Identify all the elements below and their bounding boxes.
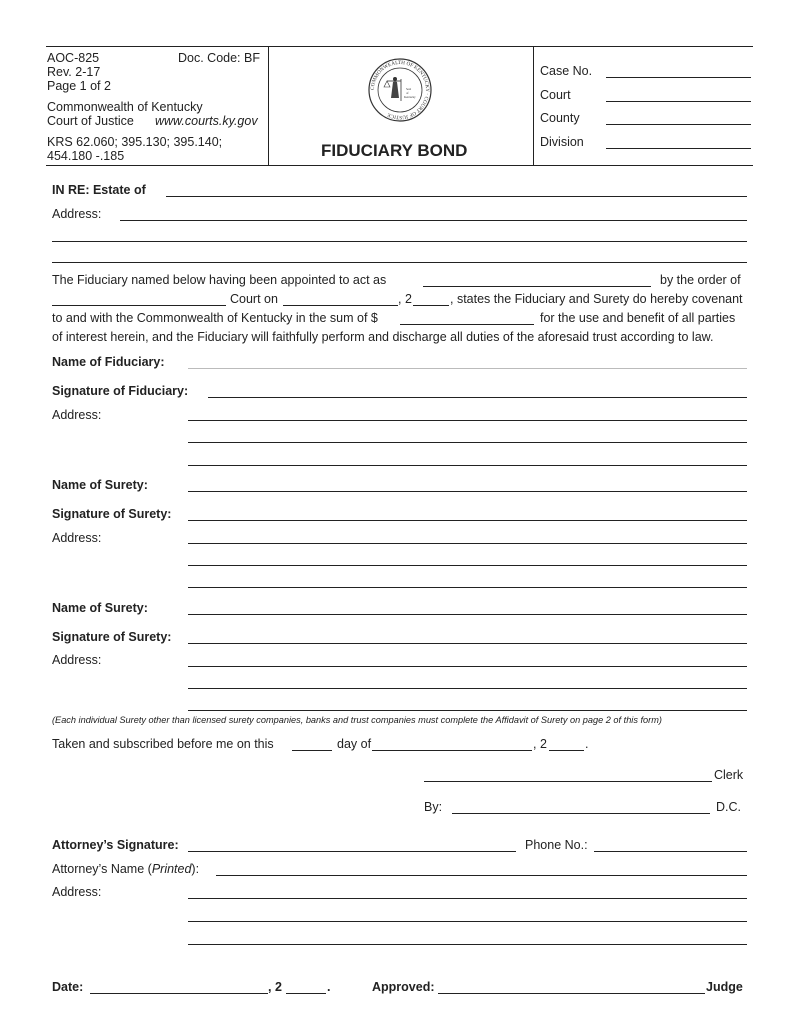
surety-1-name-field[interactable] <box>188 491 747 492</box>
subscribed-year-field[interactable] <box>549 750 584 751</box>
attorney-name-label-end: ): <box>191 862 200 876</box>
ordering-court-field[interactable] <box>52 305 226 306</box>
header-divider-left <box>268 46 269 166</box>
estate-address-field-3[interactable] <box>52 262 747 263</box>
bond-amount-field[interactable] <box>400 324 534 325</box>
fiduciary-address-field-2[interactable] <box>188 442 747 443</box>
county-field[interactable] <box>606 124 751 125</box>
clerk-signature-field[interactable] <box>424 781 712 782</box>
case-no-label: Case No. <box>540 64 593 78</box>
surety-2-address-field-1[interactable] <box>188 666 747 667</box>
date-year-prefix: , 2 <box>268 980 282 994</box>
surety-1-address-label: Address: <box>52 531 102 545</box>
header-divider-right <box>533 46 534 166</box>
appointed-role-field[interactable] <box>423 286 651 287</box>
header-top-rule <box>46 46 753 47</box>
subscribed-text-start: Taken and subscribed before me on this <box>52 737 274 751</box>
subscribed-year-prefix: , 2 <box>533 737 547 751</box>
attorney-name-field[interactable] <box>216 875 747 876</box>
svg-text:Seal: Seal <box>406 87 412 91</box>
revision: Rev. 2-17 <box>47 65 101 79</box>
website-link[interactable]: www.courts.ky.gov <box>155 114 258 128</box>
date-label: Date: <box>52 980 84 994</box>
surety-2-address-label: Address: <box>52 653 102 667</box>
body-line-2-court-on: Court on <box>230 292 278 306</box>
body-line-1-end: by the order of <box>660 273 741 287</box>
form-id: AOC-825 <box>47 51 100 65</box>
body-line-2-year-prefix: , 2 <box>398 292 412 306</box>
body-line-3-start: to and with the Commonwealth of Kentucky in the sum of $ <box>52 311 378 325</box>
estate-address-field-1[interactable] <box>120 220 747 221</box>
fiduciary-name-field[interactable] <box>188 368 747 369</box>
surety-2-signature-label: Signature of Surety: <box>52 630 172 644</box>
judge-signature-field[interactable] <box>438 993 705 994</box>
judge-label: Judge <box>706 980 743 994</box>
svg-text:COMMONWEALTH OF KENTUCKY · COU: COMMONWEALTH OF KENTUCKY · COURT OF JUSTICE <box>369 59 431 121</box>
fiduciary-address-field-3[interactable] <box>188 465 747 466</box>
commonwealth-label: Commonwealth of Kentucky <box>47 100 203 114</box>
surety-2-name-label: Name of Surety: <box>52 601 148 615</box>
attorney-name-label <box>52 862 199 876</box>
division-label: Division <box>540 135 584 149</box>
court-field[interactable] <box>606 101 751 102</box>
krs-line-2: 454.180 -.185 <box>47 149 125 163</box>
surety-affidavit-note: (Each individual Surety other than licensed surety companies, banks and trust companies must complete the Affidavit of Surety on page 2 of this form) <box>52 715 662 725</box>
fiduciary-address-field-1[interactable] <box>188 420 747 421</box>
body-line-2-end: , states the Fiduciary and Surety do hereby covenant <box>450 292 743 306</box>
surety-2-name-field[interactable] <box>188 614 747 615</box>
subscribed-day-of: day of <box>337 737 372 751</box>
estate-address-label: Address: <box>52 207 102 221</box>
attorney-phone-label: Phone No.: <box>525 838 588 852</box>
fiduciary-name-label: Name of Fiduciary: <box>52 355 165 369</box>
surety-1-signature-label: Signature of Surety: <box>52 507 172 521</box>
clerk-label: Clerk <box>714 768 744 782</box>
date-period: . <box>327 980 331 994</box>
county-label: County <box>540 111 580 125</box>
in-re-estate-label: IN RE: Estate of <box>52 183 146 197</box>
subscribed-day-field[interactable] <box>292 750 332 751</box>
court-label: Court <box>540 88 571 102</box>
order-year-field[interactable] <box>413 305 449 306</box>
attorney-address-field-3[interactable] <box>188 944 747 945</box>
attorney-address-field-2[interactable] <box>188 921 747 922</box>
subscribed-period: . <box>585 737 589 751</box>
fiduciary-address-label: Address: <box>52 408 102 422</box>
surety-1-address-field-2[interactable] <box>188 565 747 566</box>
body-line-3-end: for the use and benefit of all parties <box>540 311 736 325</box>
estate-name-field[interactable] <box>166 196 747 197</box>
order-date-field[interactable] <box>283 305 398 306</box>
subscribed-month-field[interactable] <box>372 750 532 751</box>
attorney-address-field-1[interactable] <box>188 898 747 899</box>
estate-address-field-2[interactable] <box>52 241 747 242</box>
surety-1-address-field-3[interactable] <box>188 587 747 588</box>
body-line-4: of interest herein, and the Fiduciary will faithfully perform and discharge all duties of the aforesaid trust according to law. <box>52 330 714 344</box>
surety-2-address-field-3[interactable] <box>188 710 747 711</box>
approved-label: Approved: <box>372 980 435 994</box>
fiduciary-signature-field[interactable] <box>208 397 747 398</box>
svg-text:of: of <box>406 91 409 95</box>
attorney-signature-label: Attorney’s Signature: <box>52 838 179 852</box>
attorney-name-printed: Printed <box>151 862 192 876</box>
surety-1-name-label: Name of Surety: <box>52 478 148 492</box>
krs-line-1: KRS 62.060; 395.130; 395.140; <box>47 135 223 149</box>
doc-code: Doc. Code: BF <box>178 51 260 65</box>
court-of-justice-label: Court of Justice <box>47 114 134 128</box>
page-title: FIDUCIARY BOND <box>321 141 468 160</box>
surety-2-address-field-2[interactable] <box>188 688 747 689</box>
attorney-name-label-start: Attorney’s Name ( <box>52 862 152 876</box>
approval-year-field[interactable] <box>286 993 326 994</box>
dc-label: D.C. <box>716 800 741 814</box>
surety-1-signature-field[interactable] <box>188 520 747 521</box>
division-field[interactable] <box>606 148 751 149</box>
body-line-1-start: The Fiduciary named below having been appointed to act as <box>52 273 387 287</box>
attorney-address-label: Address: <box>52 885 102 899</box>
attorney-phone-field[interactable] <box>594 851 747 852</box>
surety-2-signature-field[interactable] <box>188 643 747 644</box>
case-no-field[interactable] <box>606 77 751 78</box>
surety-1-address-field-1[interactable] <box>188 543 747 544</box>
attorney-signature-field[interactable] <box>188 851 516 852</box>
court-seal-icon <box>367 57 433 123</box>
deputy-clerk-signature-field[interactable] <box>452 813 710 814</box>
svg-text:Kentucky: Kentucky <box>404 95 416 99</box>
fiduciary-signature-label: Signature of Fiduciary: <box>52 384 189 398</box>
approval-date-field[interactable] <box>90 993 268 994</box>
header-bottom-rule <box>46 165 753 166</box>
page-number: Page 1 of 2 <box>47 79 111 93</box>
deputy-by-label: By: <box>424 800 443 814</box>
